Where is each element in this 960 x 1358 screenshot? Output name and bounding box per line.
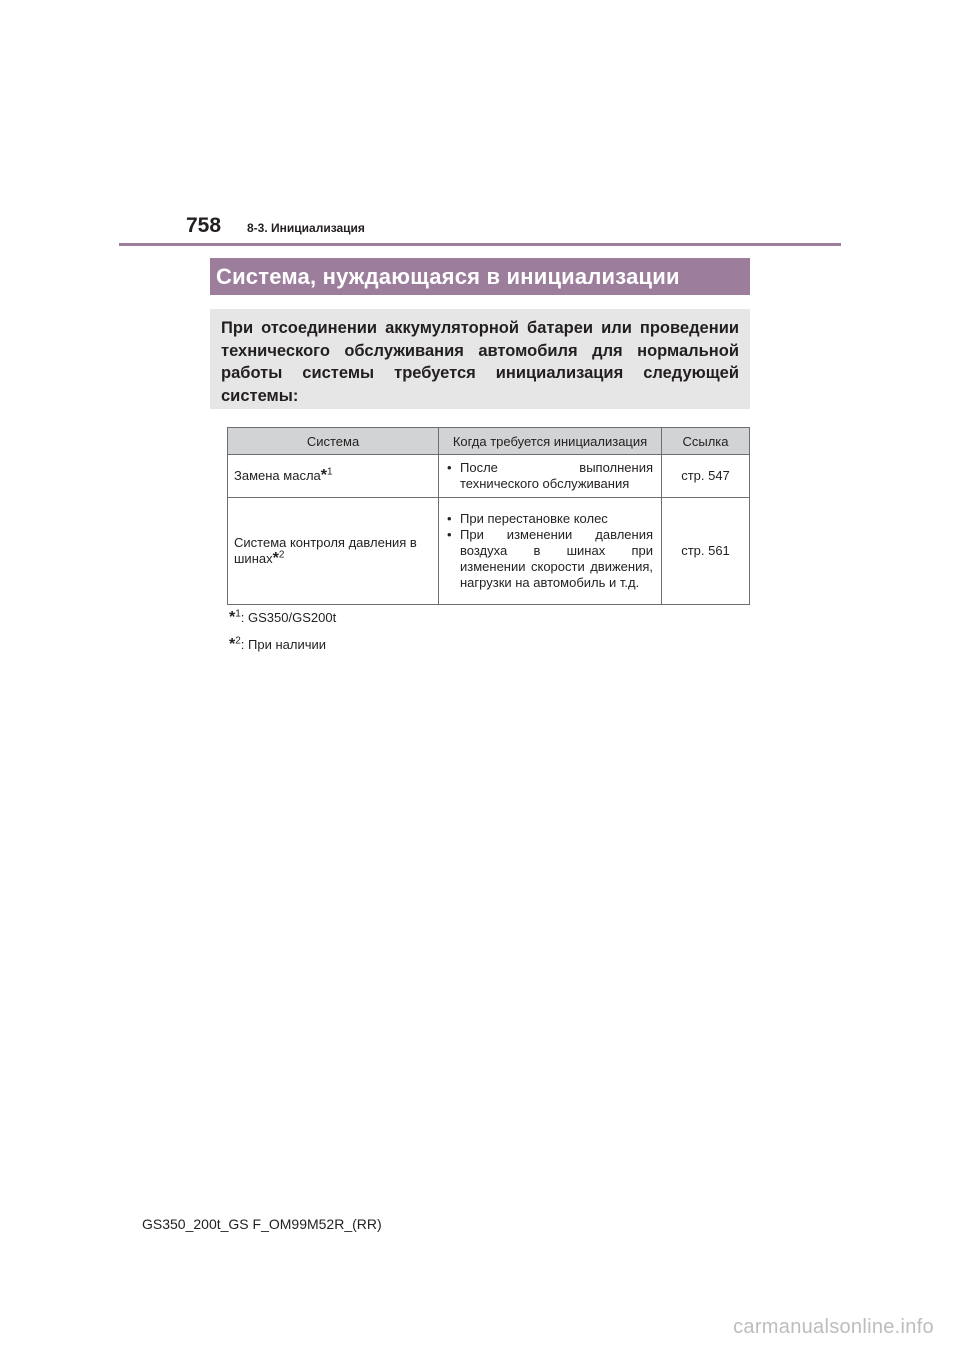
intro-text: При отсоединении аккумуляторной батареи или проведении технического обслуживания автомобиля для нормальной работы системы требуется инициализация следующей системы: <box>221 319 739 405</box>
initialization-table <box>227 427 750 605</box>
condition-item: • При изменении давления воздуха в шинах при изменении скорости движения, нагрузки на автомобиль и т.д. <box>447 527 653 591</box>
condition-list <box>447 460 653 492</box>
footnote-text: : При наличии <box>240 637 327 652</box>
condition-item: • При перестановке колес <box>447 511 653 527</box>
condition-item: • После выполнения технического обслуживания <box>447 460 653 492</box>
footnote <box>229 636 326 654</box>
intro-box <box>210 309 750 409</box>
footnote <box>229 609 336 627</box>
reference-cell: стр. 561 <box>662 498 750 605</box>
footnote-star: * <box>229 636 236 653</box>
section-title-banner <box>210 258 750 295</box>
when-cell <box>439 455 662 498</box>
section-label: 8-3. Инициализация <box>247 221 365 235</box>
footnote-number: 1 <box>235 608 241 620</box>
footnote-ref: 1 <box>327 466 333 478</box>
footnote-star: * <box>320 467 327 484</box>
footer-model-code: GS350_200t_GS F_OM99M52R_(RR) <box>142 1216 382 1232</box>
system-name: Замена масла <box>234 468 321 483</box>
system-cell <box>228 455 439 498</box>
condition-list <box>447 511 653 591</box>
watermark: carmanualsonline.info <box>733 1316 934 1338</box>
footnote-star: * <box>229 609 236 626</box>
footnote-star: * <box>272 550 279 567</box>
table-row <box>228 455 750 498</box>
column-header-reference: Ссылка <box>662 428 750 455</box>
when-cell <box>439 498 662 605</box>
section-title: Система, нуждающаяся в инициализации <box>216 263 680 289</box>
system-name: Система контроля давления в шинах <box>234 535 417 566</box>
page-number: 758 <box>186 214 222 237</box>
column-header-system: Система <box>228 428 439 455</box>
reference-cell: стр. 547 <box>662 455 750 498</box>
column-header-when: Когда требуется инициализация <box>439 428 662 455</box>
table-header-row <box>228 428 750 455</box>
header-divider <box>119 243 841 246</box>
table-row <box>228 498 750 605</box>
footnote-ref: 2 <box>278 549 285 561</box>
footnote-text: : GS350/GS200t <box>240 610 337 625</box>
footnote-number: 2 <box>235 635 241 647</box>
system-cell <box>228 498 439 605</box>
